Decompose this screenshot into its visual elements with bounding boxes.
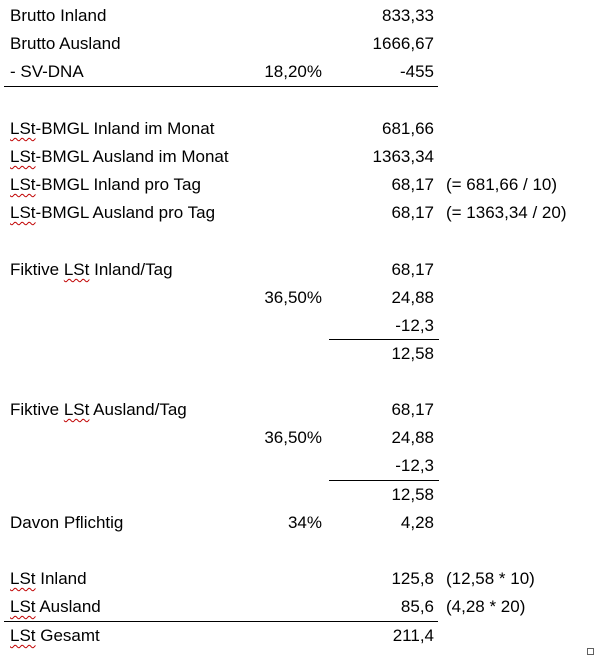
row-label (10, 199, 215, 227)
lst-term: LSt (10, 147, 36, 166)
row-note: (4,28 * 20) (446, 597, 526, 616)
row-fiktiv-inland-abzug (0, 312, 600, 340)
row-lst-inland (0, 565, 600, 593)
row-value: 1363,34 (372, 147, 434, 166)
row-label-rest: -BMGL Ausland pro Tag (35, 203, 216, 222)
row-label (10, 396, 187, 424)
row-label (10, 171, 201, 199)
row-label-post: Inland/Tag (89, 260, 173, 279)
row-percent: 18,20% (264, 62, 322, 81)
row-label (10, 622, 100, 650)
row-value: 68,17 (391, 400, 434, 419)
row-value: -12,3 (395, 456, 434, 475)
lst-term: LSt (63, 400, 90, 419)
row-label: Brutto Ausland (10, 34, 121, 53)
row-value: 12,58 (391, 485, 434, 504)
lst-term: LSt (10, 626, 36, 645)
row-label (10, 143, 229, 171)
lst-term: LSt (63, 260, 90, 279)
lst-term: LSt (10, 597, 36, 616)
row-value: -12,3 (395, 316, 434, 335)
row-percent: 34% (287, 513, 322, 532)
row-label: Brutto Inland (10, 6, 107, 25)
row-label-post: Gesamt (35, 626, 100, 645)
row-brutto-ausland (0, 30, 600, 58)
row-bmgl-inland-tag (0, 171, 600, 199)
row-fiktiv-inland-summe (0, 340, 600, 368)
row-percent: 36,50% (264, 288, 322, 307)
lst-term: LSt (10, 569, 36, 588)
row-label: - SV-DNA (10, 62, 84, 81)
row-bmgl-ausland-tag (0, 199, 600, 227)
row-value: 68,17 (391, 203, 434, 222)
row-sv-dna (0, 58, 600, 86)
row-label-post: Ausland/Tag (89, 400, 187, 419)
row-value: -455 (399, 62, 434, 81)
row-value: 24,88 (391, 288, 434, 307)
row-lst-gesamt (0, 622, 600, 650)
row-label (10, 593, 101, 621)
row-label (10, 565, 87, 593)
row-note: (= 681,66 / 10) (446, 175, 558, 194)
row-value: 1666,67 (372, 34, 434, 53)
row-label-rest: -BMGL Ausland im Monat (35, 147, 229, 166)
lst-term: LSt (10, 119, 36, 138)
row-value: 85,6 (400, 597, 434, 616)
row-value: 12,58 (391, 344, 434, 363)
row-label-pre: Fiktive (10, 400, 64, 419)
resize-handle[interactable] (587, 648, 594, 655)
row-fiktiv-inland-pct (0, 284, 600, 312)
row-fiktiv-ausland-pct (0, 424, 600, 452)
row-note: (= 1363,34 / 20) (446, 203, 567, 222)
row-label: Davon Pflichtig (10, 513, 124, 532)
row-label-post: Ausland (35, 597, 101, 616)
row-label-post: Inland (35, 569, 87, 588)
row-value: 833,33 (382, 6, 434, 25)
row-value: 24,88 (391, 428, 434, 447)
row-label-rest: -BMGL Inland im Monat (35, 119, 215, 138)
row-value: 68,17 (391, 175, 434, 194)
row-value: 4,28 (400, 513, 434, 532)
row-value: 125,8 (391, 569, 434, 588)
row-label (10, 256, 173, 284)
row-bmgl-inland-monat (0, 115, 600, 143)
row-percent: 36,50% (264, 428, 322, 447)
row-bmgl-ausland-monat (0, 143, 600, 171)
row-fiktiv-ausland (0, 396, 600, 424)
row-fiktiv-ausland-summe (0, 481, 600, 509)
row-value: 681,66 (382, 119, 434, 138)
lst-term: LSt (10, 175, 36, 194)
lst-term: LSt (10, 203, 36, 222)
row-label (10, 115, 214, 143)
row-fiktiv-ausland-abzug (0, 452, 600, 480)
row-lst-ausland (0, 593, 600, 621)
row-davon-pflichtig (0, 509, 600, 537)
row-label-pre: Fiktive (10, 260, 64, 279)
row-value: 68,17 (391, 260, 434, 279)
row-value: 211,4 (392, 626, 434, 645)
row-brutto-inland (0, 2, 600, 30)
row-note: (12,58 * 10) (446, 569, 535, 588)
row-label-rest: -BMGL Inland pro Tag (35, 175, 201, 194)
divider-line (4, 86, 438, 87)
row-fiktiv-inland (0, 256, 600, 284)
